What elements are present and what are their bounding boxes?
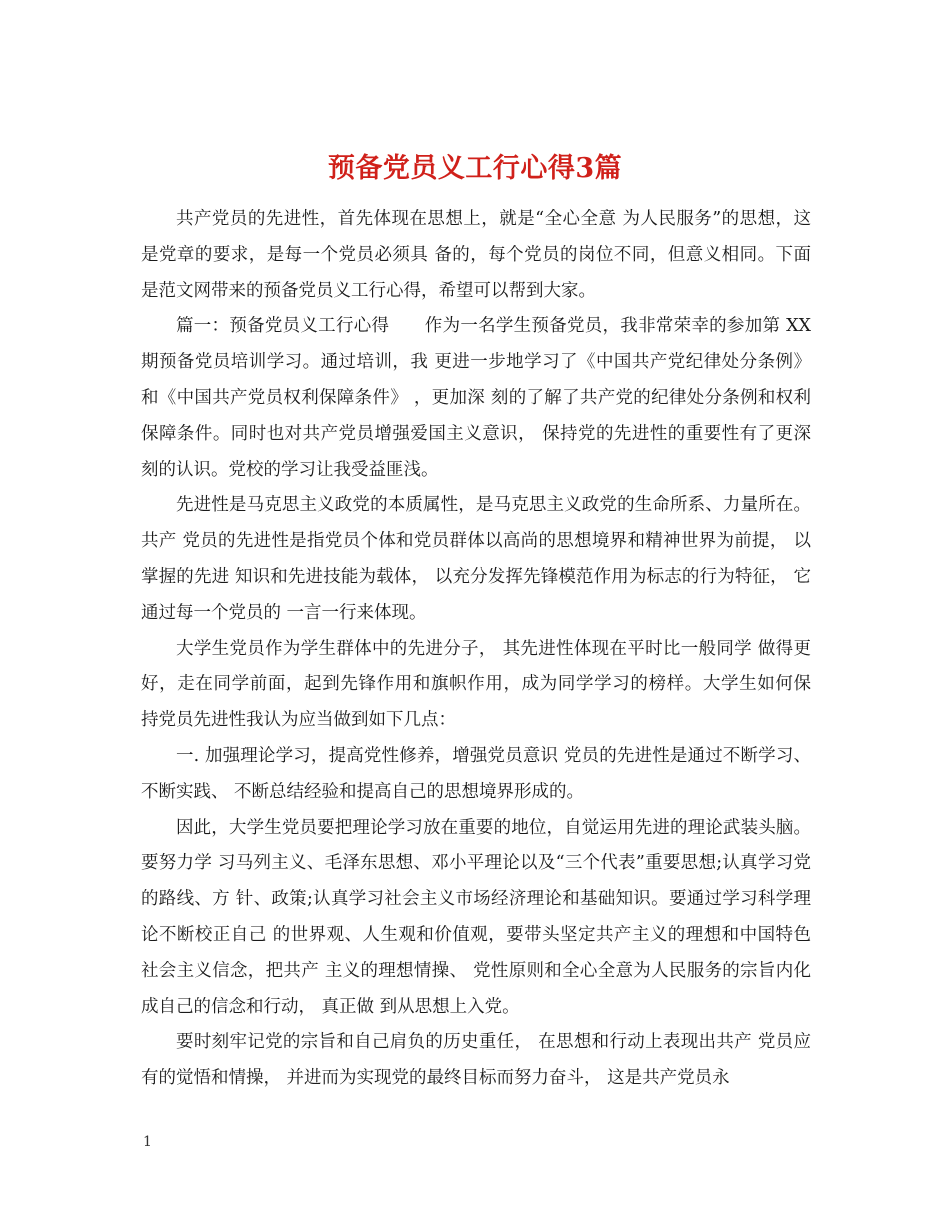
paragraph-part-one: 篇一：预备党员义工行心得 作为一名学生预备党员，我非常荣幸的参加第 XX 期预备党员培训学习。通过培训，我 更进一步地学习了《中国共产党纪律处分条例》和《中国共产党员权利保障条件》 ，更加深 刻的了解了共产党的纪律处分条例和权利保障条件。同时也对共产党员增强爱国主义意识， 保持党的先进性的重要性有了更深刻的认识。党校的学习让我受益匪浅。: [141, 316, 811, 480]
paragraph-intro: 共产党员的先进性，首先体现在思想上，就是“全心全意 为人民服务”的思想，这是党章的要求，是每一个党员必须具 备的，每个党员的岗位不同，但意义相同。下面是范文网带来的预备党员义工行心得，希望可以帮到大家。: [141, 209, 811, 301]
paragraph-point-one: 一. 加强理论学习，提高党性修养，增强党员意识 党员的先进性是通过不断学习、 不断实践、 不断总结经验和提高自己的思想境界形成的。: [141, 745, 811, 802]
paragraph-student-members: 大学生党员作为学生群体中的先进分子， 其先进性体现在平时比一般同学 做得更好，走在同学前面，起到先锋作用和旗帜作用，成为同学学习的榜样。大学生如何保 持党员先进性我认为应当做到如下几点：: [141, 638, 811, 731]
paragraph-mission: 要时刻牢记党的宗旨和自己肩负的历史重任， 在思想和行动上表现出共产 党员应有的觉悟和情操， 并进而为实现党的最终目标而努力奋斗， 这是共产党员永: [141, 1032, 811, 1089]
paragraph-therefore: 因此，大学生党员要把理论学习放在重要的地位，自觉运用先进的理论武装头脑。要努力学 习马列主义、毛泽东思想、邓小平理论以及“三个代表”重要思想;认真学习党的路线、方 针、政策;认真学习社会主义市场经济理论和基础知识。要通过学习科学理论不断校正自己 的世界观、人生观和价值观，要带头坚定共产主义的理想和中国特色社会主义信念，把共产 主义的理想情操、 党性原则和全心全意为人民服务的宗旨内化成自己的信念和行动， 真正做 到从思想上入党。: [141, 817, 811, 1017]
paragraph-advanced-nature: 先进性是马克思主义政党的本质属性，是马克思主义政党的生命所系、力量所在。共产 党员的先进性是指党员个体和党员群体以高尚的思想境界和精神世界为前提， 以掌握的先进 知识和先进技能为载体， 以充分发挥先锋模范作用为标志的行为特征， 它通过每一个党员的 一言一行来体现。: [141, 495, 811, 623]
document-body: [141, 202, 811, 1097]
page-title: 预备党员义工行心得3篇: [327, 153, 623, 185]
page-number: 1: [143, 1134, 152, 1150]
